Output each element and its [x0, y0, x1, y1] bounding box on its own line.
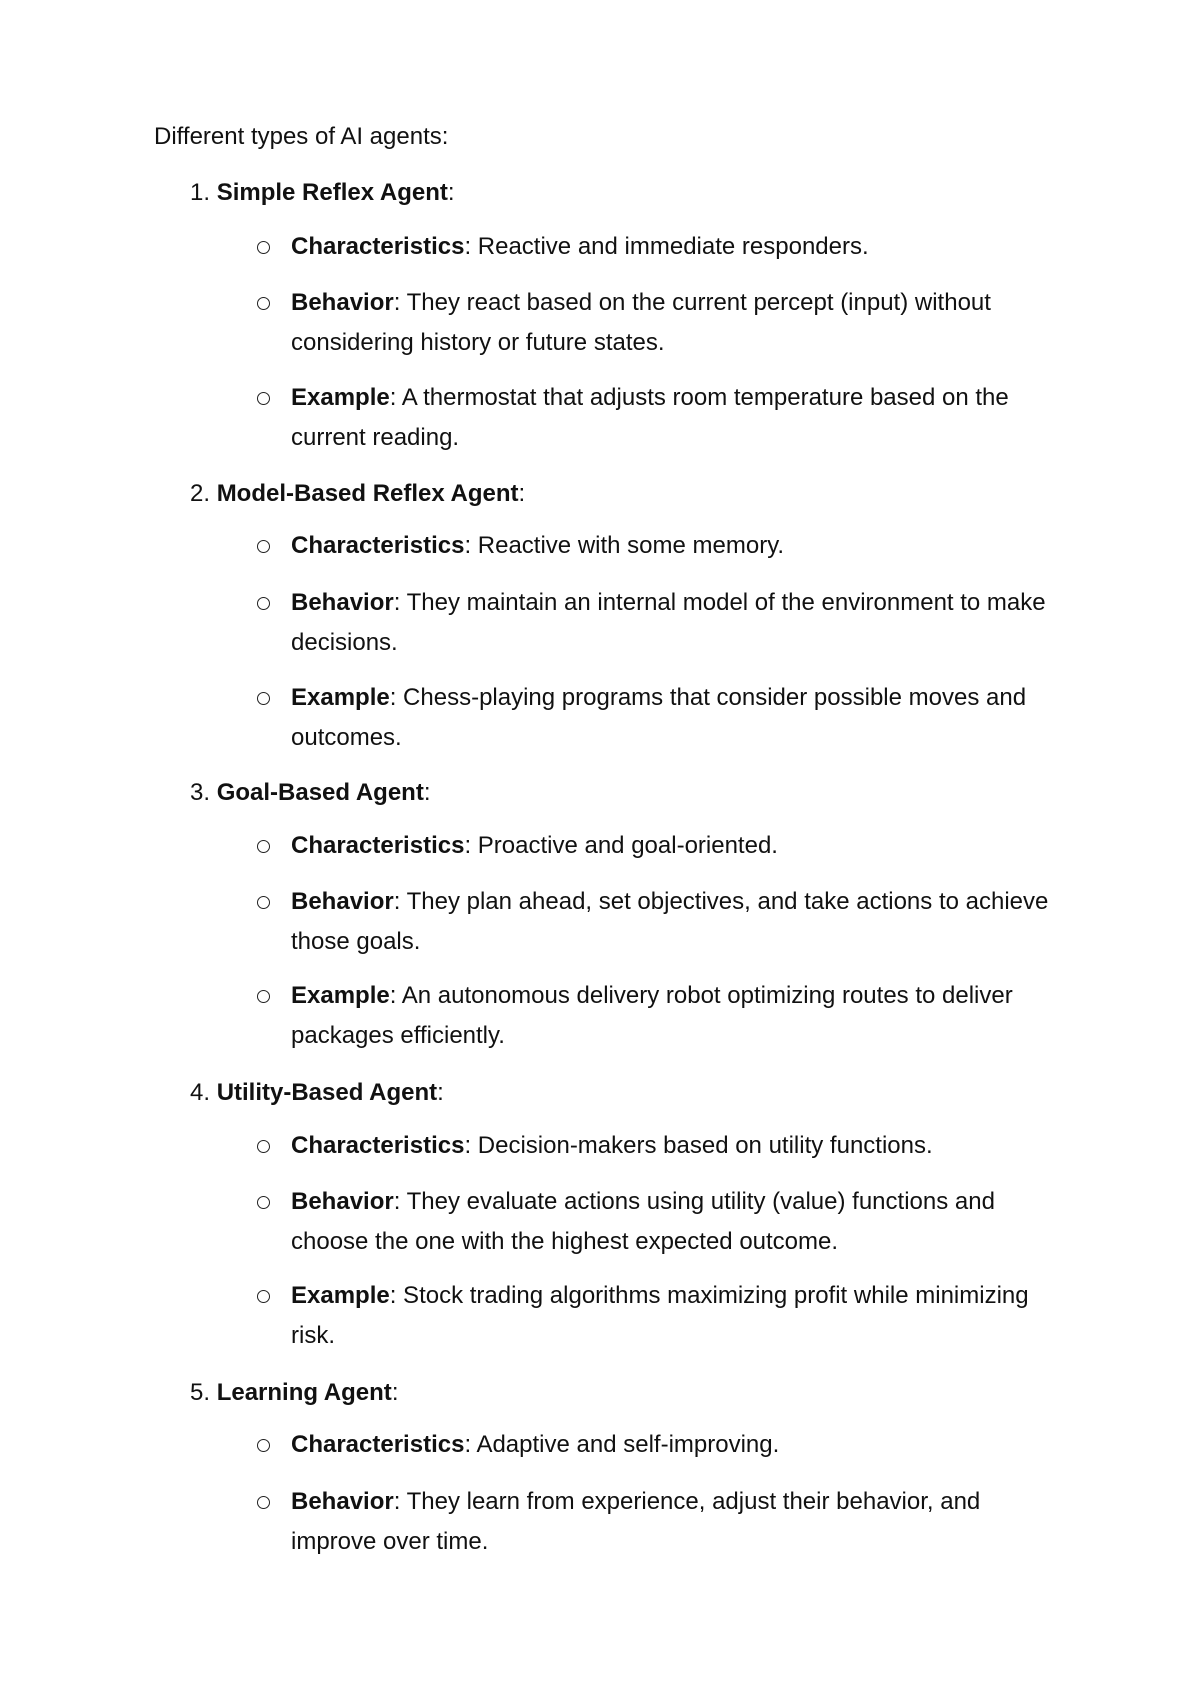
item-text: : Proactive and goal-oriented.	[464, 832, 778, 859]
hollow-circle-bullet-icon	[257, 990, 270, 1003]
agent-name: Simple Reflex Agent	[216, 179, 448, 206]
item-label: Behavior	[291, 888, 394, 915]
hollow-circle-bullet-icon	[257, 1140, 270, 1153]
agent-number: 4.	[190, 1079, 211, 1106]
agent-number: 2.	[190, 480, 211, 507]
item-text: : They evaluate actions using utility (value) functions and choose the one with the highest expected outcome.	[291, 1188, 995, 1255]
hollow-circle-bullet-icon	[257, 1290, 270, 1303]
agent-number: 1.	[190, 179, 211, 206]
hollow-circle-bullet-icon	[257, 540, 270, 553]
item-label: Example	[291, 982, 390, 1009]
item-label: Example	[291, 1282, 390, 1309]
item-label: Characteristics	[291, 1132, 465, 1159]
item-label: Characteristics	[291, 832, 465, 859]
hollow-circle-bullet-icon	[257, 692, 270, 705]
agent-name: Goal-Based Agent	[216, 779, 424, 806]
agent-name: Learning Agent	[216, 1379, 392, 1406]
item-label: Behavior	[291, 1488, 394, 1515]
hollow-circle-bullet-icon	[257, 597, 270, 610]
document-title: Different types of AI agents:	[154, 123, 449, 150]
item-text: : They plan ahead, set objectives, and take actions to achieve those goals.	[291, 888, 1049, 955]
hollow-circle-bullet-icon	[257, 1439, 270, 1452]
hollow-circle-bullet-icon	[257, 241, 270, 254]
hollow-circle-bullet-icon	[257, 840, 270, 853]
hollow-circle-bullet-icon	[257, 392, 270, 405]
item-label: Example	[291, 684, 390, 711]
item-text: : An autonomous delivery robot optimizing routes to deliver packages efficiently.	[291, 982, 1013, 1049]
hollow-circle-bullet-icon	[257, 1496, 270, 1509]
item-text: : Stock trading algorithms maximizing profit while minimizing risk.	[291, 1282, 1029, 1349]
agent-heading: 2. Model-Based Reflex Agent:	[190, 480, 526, 507]
agent-name: Utility-Based Agent	[216, 1079, 438, 1106]
agent-name: Model-Based Reflex Agent	[216, 480, 519, 507]
hollow-circle-bullet-icon	[257, 1196, 270, 1209]
item-text: : A thermostat that adjusts room temperature based on the current reading.	[291, 384, 1009, 451]
item-label: Example	[291, 384, 390, 411]
item-text: : Reactive with some memory.	[464, 532, 785, 559]
agent-heading: 4. Utility-Based Agent:	[190, 1079, 444, 1106]
agent-heading: 5. Learning Agent:	[190, 1379, 399, 1406]
item-text: : Decision-makers based on utility functions.	[464, 1132, 933, 1159]
item-text: : Reactive and immediate responders.	[464, 233, 869, 260]
item-label: Behavior	[291, 289, 394, 316]
item-label: Characteristics	[291, 1431, 465, 1458]
agent-number: 3.	[190, 779, 211, 806]
agent-heading: 3. Goal-Based Agent:	[190, 779, 431, 806]
item-label: Behavior	[291, 1188, 394, 1215]
agent-heading: 1. Simple Reflex Agent:	[190, 179, 455, 206]
agent-number: 5.	[190, 1379, 211, 1406]
hollow-circle-bullet-icon	[257, 297, 270, 310]
hollow-circle-bullet-icon	[257, 896, 270, 909]
item-text: : Adaptive and self-improving.	[464, 1431, 780, 1458]
item-label: Behavior	[291, 589, 394, 616]
item-text: : Chess-playing programs that consider possible moves and outcomes.	[291, 684, 1027, 751]
item-label: Characteristics	[291, 233, 465, 260]
item-label: Characteristics	[291, 532, 465, 559]
item-text: : They maintain an internal model of the environment to make decisions.	[291, 589, 1046, 656]
item-text: : They react based on the current percept (input) without considering history or future states.	[291, 289, 991, 356]
item-text: : They learn from experience, adjust their behavior, and improve over time.	[291, 1488, 981, 1555]
